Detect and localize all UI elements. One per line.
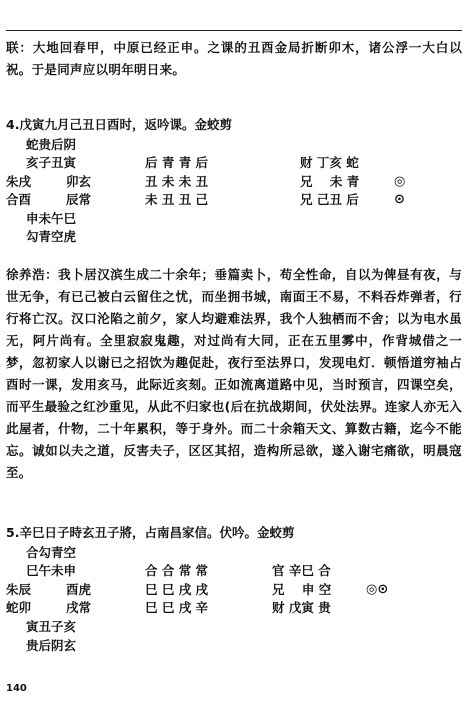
case5-right-row1: 酉虎 — [66, 582, 92, 597]
case4-left-row2: 合酉 — [6, 192, 32, 207]
case4-tianpan-top-gods: 蛇贵后阴 — [26, 137, 77, 152]
case4-commentary: 徐养浩：我卜居汉滨生成二十余年；垂篇卖卜，苟全性命，自以为俾昼有夜，与世无争，有已己被白云留住之忧，而坐拥书城，南面王不易，不料吞炸弹者，行行将亡汉。汉口沦陷之前夕，家人均避难法界，我个人独栖而不舍；以为电水虽无，阿片尚有。全里寂寂鬼趣，对过尚有大同，正在五里雾中，作背城借之一梦，忽初家人以谢已之招饮为趣促赴，夜行至法界口，发现电灯．顿悟道穷袖占酉时一课，发用亥马，此际近亥刻。正如流离道路中见，当时预言，四课空矣，而平生最验之红沙重见，从此不归家也(后在抗战期间，伏处法界。连家人亦无入此屋者，什物，二十年累积，等于身外。而二十余箱天文、算数古籍，迄今不能忘。诚如以夫之道，反害夫子，区区其招，造构所忌欲，遂入谢宅痛欲，明晨寇至。 — [6, 267, 462, 480]
case4-ke-row2: 丑 未 未 丑 — [145, 174, 209, 189]
case4-tianpan-bottom-branches: 申未午巳 — [26, 211, 77, 226]
case4-tianpan-top-branches: 亥子丑寅 — [26, 155, 77, 170]
case5-right-row2: 戌常 — [66, 600, 92, 615]
case5-chuan-row1: 官 辛巳 合 — [272, 563, 331, 578]
case5-heading: 5.辛巳日子時玄丑子將，占南昌家信。伏吟。金蛟剪 — [6, 525, 295, 540]
case5-left-row1: 朱辰 — [6, 582, 32, 597]
case4-left-row1: 朱戌 — [6, 174, 32, 189]
case4-mark-double-circle: ◎ — [394, 174, 406, 189]
case5-tianpan-top-gods: 合勾青空 — [26, 545, 77, 560]
case4-chuan-row1: 财 丁亥 蛇 — [300, 155, 359, 170]
case5-ke-row1: 合 合 常 常 — [145, 563, 209, 578]
case4-right-row1: 卯玄 — [66, 174, 92, 189]
case5-tianpan-bottom-branches: 寅丑子亥 — [26, 619, 77, 634]
page-number: 140 — [6, 683, 27, 694]
case4-tianpan-bottom-gods: 勾青空虎 — [26, 229, 77, 244]
case5-chuan-row3: 财 戊寅 贵 — [272, 600, 331, 615]
case5-ke-row3: 巳 巳 戌 辛 — [145, 600, 209, 615]
case4-chuan-row3: 兄 己丑 后 — [300, 192, 359, 207]
case5-left-row2: 蛇卯 — [6, 600, 32, 615]
case4-mark-circled-dot: ⊙ — [394, 192, 405, 207]
case5-ke-row2: 巳 巳 戌 戌 — [145, 582, 209, 597]
header-rule — [6, 30, 462, 31]
case4-ke-row1: 后 青 青 后 — [145, 155, 209, 170]
case5-chuan-row2: 兄 申 空 — [272, 582, 332, 597]
case5-mark-symbols: ◎⊙ — [366, 582, 389, 597]
case4-heading: 4.戊寅九月己丑日酉时，返吟课。金蛟剪 — [6, 117, 232, 132]
case5-tianpan-bottom-gods: 贵后阴玄 — [26, 638, 77, 653]
case4-chuan-row2: 兄 未 青 — [300, 174, 360, 189]
case4-right-row2: 辰常 — [66, 192, 92, 207]
case5-tianpan-top-branches: 巳午未申 — [26, 563, 77, 578]
top-paragraph: 联：大地回春甲，中原已经正申。之课的丑酉金局折断卯木，诸公浮一大白以祝。于是同声应以明年明日来。 — [6, 40, 462, 77]
case4-ke-row3: 未 丑 丑 己 — [145, 192, 209, 207]
